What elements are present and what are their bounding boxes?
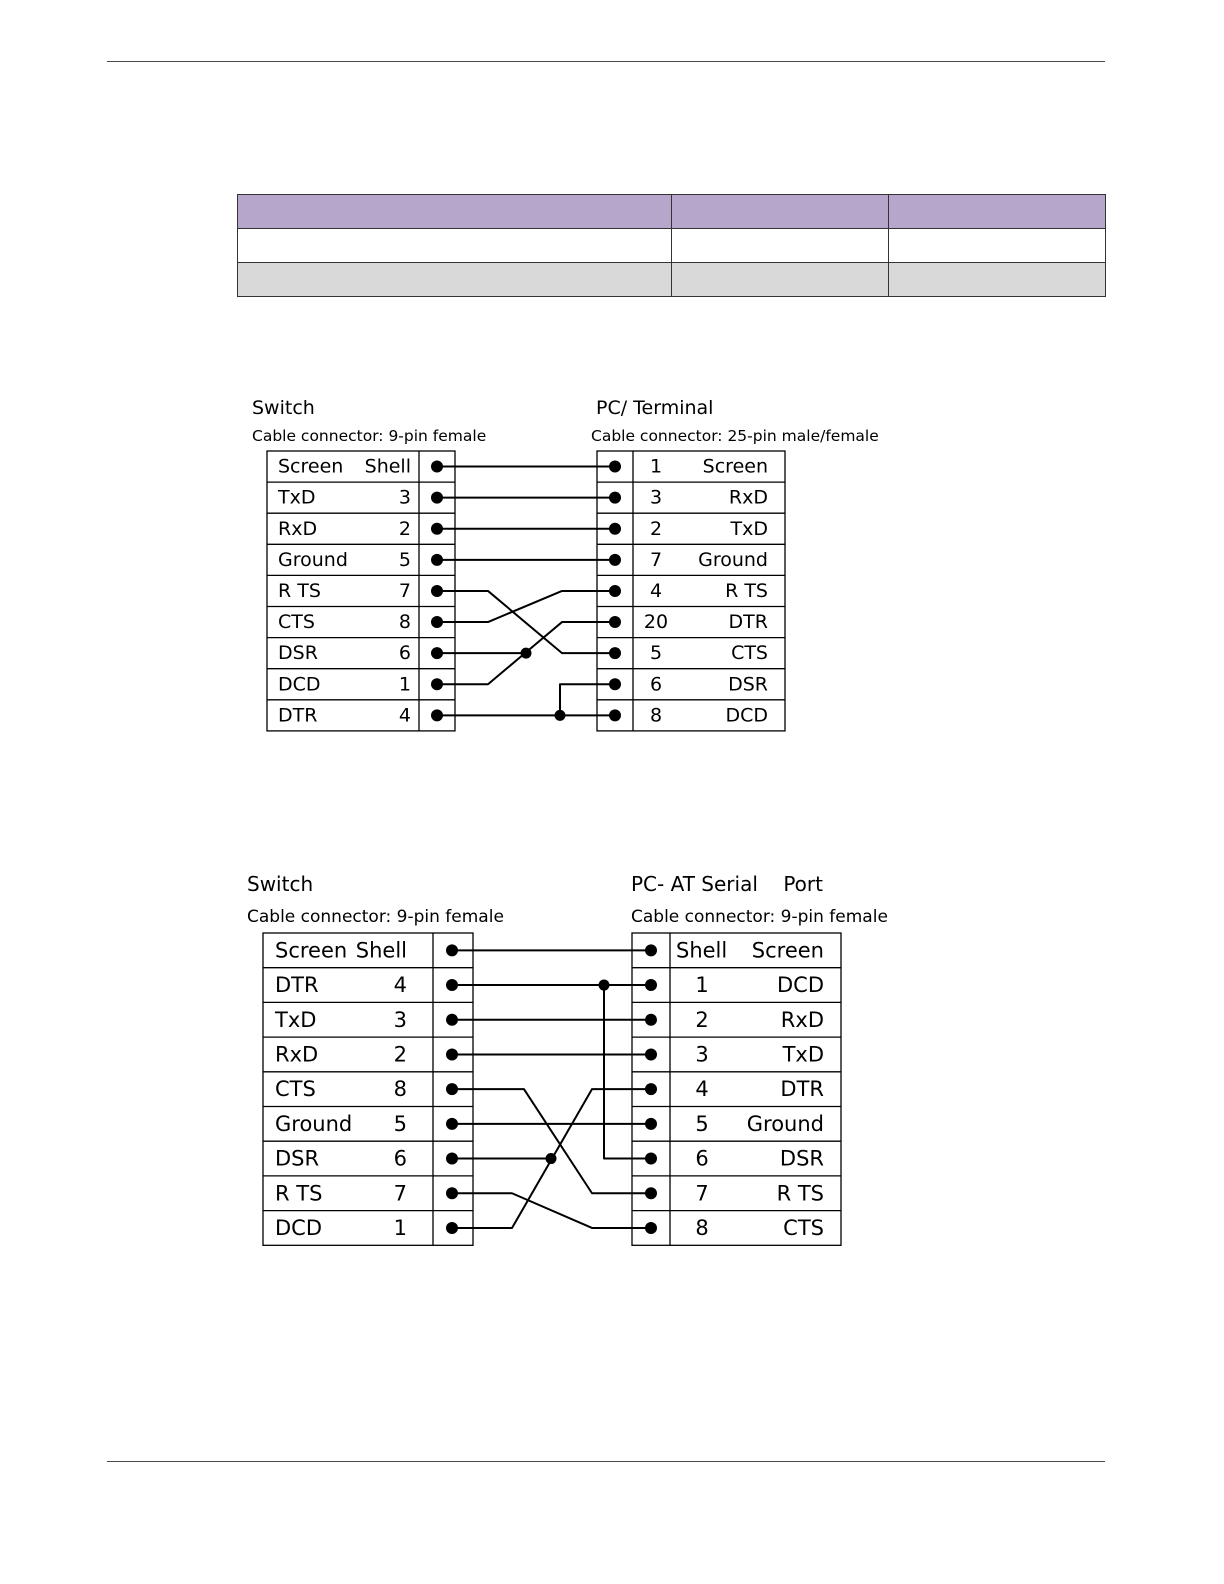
wiring-diagram-9pin (247, 872, 888, 1245)
left-pin-label: 6 (398, 642, 411, 665)
wire (437, 591, 615, 622)
left-pin-label: 1 (393, 1215, 407, 1240)
right-pin-label: 1 (649, 455, 663, 478)
left-terminal-dot (431, 678, 443, 690)
left-terminal-dot (446, 979, 458, 991)
left-signal-label: DCD (275, 1215, 323, 1240)
left-signal-label: Screen (275, 938, 348, 963)
diagram2-left-subtitle: Cable connector: 9-pin female (247, 907, 504, 927)
right-terminal-dot (645, 1048, 657, 1060)
right-pin-label: 4 (649, 579, 663, 602)
right-pin-label: 3 (649, 486, 663, 509)
right-signal-label: DTR (780, 1077, 824, 1102)
wire (452, 1089, 651, 1193)
footer-rule (107, 1461, 1105, 1462)
left-signal-label: TxD (275, 1007, 317, 1032)
left-terminal-dot (446, 1083, 458, 1095)
right-signal-label: DCD (776, 973, 824, 998)
right-pin-label: 7 (695, 1181, 709, 1206)
right-pin-label: 6 (695, 1146, 709, 1171)
right-pin-label: 4 (695, 1077, 709, 1102)
left-signal-label: DSR (275, 1146, 320, 1171)
left-signal-label: TxD (278, 486, 316, 509)
right-signal-label: TxD (730, 517, 768, 540)
left-pin-label: 4 (393, 973, 407, 998)
left-terminal-dot (431, 523, 443, 535)
left-pin-label: 8 (393, 1077, 407, 1102)
diagram2-right-title: PC- AT Serial Port (631, 872, 823, 896)
junction-dot (599, 980, 610, 991)
left-signal-label: DCD (278, 673, 321, 696)
left-signal-label: DTR (275, 973, 319, 998)
left-pin-label: 5 (393, 1111, 407, 1136)
right-signal-label: TxD (782, 1042, 824, 1067)
right-signal-label: CTS (731, 642, 768, 665)
left-terminal-dot (446, 1118, 458, 1130)
left-terminal-dot (446, 1014, 458, 1026)
left-pin-label: 6 (393, 1146, 407, 1171)
wiring-diagram-25pin (252, 397, 879, 731)
right-signal-label: Screen (751, 938, 824, 963)
left-terminal-dot (431, 554, 443, 566)
left-terminal-dot (431, 647, 443, 659)
left-pin-label: 3 (393, 1007, 407, 1032)
left-signal-label: R TS (278, 579, 321, 602)
left-signal-label: Ground (278, 548, 348, 571)
right-pin-label: 3 (695, 1042, 709, 1067)
left-signal-label: DSR (278, 642, 318, 665)
right-signal-label: DTR (728, 611, 768, 634)
right-terminal-dot (609, 709, 621, 721)
left-terminal-dot (446, 944, 458, 956)
right-terminal-dot (645, 1153, 657, 1165)
diagram2-right-subtitle: Cable connector: 9-pin female (631, 907, 888, 927)
left-terminal-dot (446, 1048, 458, 1060)
right-signal-label: DSR (779, 1146, 824, 1171)
right-terminal-dot (609, 585, 621, 597)
right-signal-label: RxD (728, 486, 768, 509)
left-terminal-dot (431, 709, 443, 721)
left-signal-label: Screen (278, 455, 344, 478)
diagram1-left-subtitle: Cable connector: 9-pin female (252, 427, 487, 445)
right-signal-label: Ground (698, 548, 768, 571)
right-terminal-dot (645, 1014, 657, 1026)
right-signal-label: RxD (780, 1007, 824, 1032)
left-signal-label: Ground (275, 1111, 353, 1136)
left-terminal-dot (431, 585, 443, 597)
right-terminal-dot (609, 461, 621, 473)
left-pin-label: 2 (398, 517, 411, 540)
right-terminal-dot (609, 554, 621, 566)
right-pin-label: Shell (676, 938, 728, 963)
right-terminal-dot (609, 523, 621, 535)
wire (452, 1193, 651, 1228)
right-terminal-dot (609, 492, 621, 504)
right-terminal-dot (609, 678, 621, 690)
right-pin-label: 1 (695, 973, 709, 998)
right-pin-label: 5 (695, 1111, 709, 1136)
diagram1-right-title: PC/ Terminal (596, 397, 714, 419)
junction-dot (546, 1153, 557, 1164)
right-signal-label: DSR (728, 673, 768, 696)
left-signal-label: CTS (278, 611, 315, 634)
right-terminal-dot (645, 1083, 657, 1095)
left-signal-label: CTS (275, 1077, 316, 1102)
right-pin-label: 6 (649, 673, 663, 696)
left-pin-label: 3 (398, 486, 411, 509)
right-pin-label: 8 (695, 1215, 709, 1240)
right-signal-label: R TS (725, 579, 768, 602)
left-signal-label: R TS (275, 1181, 323, 1206)
left-terminal-dot (431, 461, 443, 473)
right-terminal-dot (645, 1187, 657, 1199)
right-signal-label: Ground (746, 1111, 824, 1136)
junction-dot (521, 648, 532, 659)
diagram1-left-title: Switch (252, 397, 315, 419)
right-pin-label: 2 (695, 1007, 709, 1032)
left-terminal-dot (446, 1187, 458, 1199)
right-terminal-dot (645, 979, 657, 991)
right-terminal-dot (645, 1118, 657, 1130)
right-pin-label: 8 (649, 704, 663, 727)
left-pin-label: 4 (398, 704, 411, 727)
diagram2-left-title: Switch (247, 872, 314, 896)
left-pin-label: 5 (398, 548, 411, 571)
left-signal-label: RxD (275, 1042, 319, 1067)
left-signal-label: DTR (278, 704, 318, 727)
right-pin-label: 2 (649, 517, 663, 540)
right-signal-label: Screen (702, 455, 768, 478)
right-terminal-dot (645, 1222, 657, 1234)
right-signal-label: DCD (725, 704, 768, 727)
left-terminal-dot (431, 616, 443, 628)
left-signal-label: RxD (278, 517, 318, 540)
left-pin-label: Shell (355, 938, 407, 963)
right-pin-label: 7 (649, 548, 663, 571)
right-pin-label: 20 (643, 611, 669, 634)
right-signal-label: CTS (783, 1215, 824, 1240)
left-terminal-dot (446, 1222, 458, 1234)
left-pin-label: 7 (393, 1181, 407, 1206)
right-pin-label: 5 (649, 642, 663, 665)
right-terminal-dot (645, 944, 657, 956)
left-pin-label: Shell (364, 455, 411, 478)
right-signal-label: R TS (776, 1181, 824, 1206)
left-pin-label: 2 (393, 1042, 407, 1067)
left-terminal-dot (446, 1153, 458, 1165)
junction-dot (555, 710, 566, 721)
right-terminal-dot (609, 647, 621, 659)
left-pin-label: 8 (398, 611, 411, 634)
diagram1-right-subtitle: Cable connector: 25-pin male/female (591, 427, 879, 445)
left-terminal-dot (431, 492, 443, 504)
left-pin-label: 7 (398, 579, 411, 602)
right-terminal-dot (609, 616, 621, 628)
left-pin-label: 1 (398, 673, 411, 696)
